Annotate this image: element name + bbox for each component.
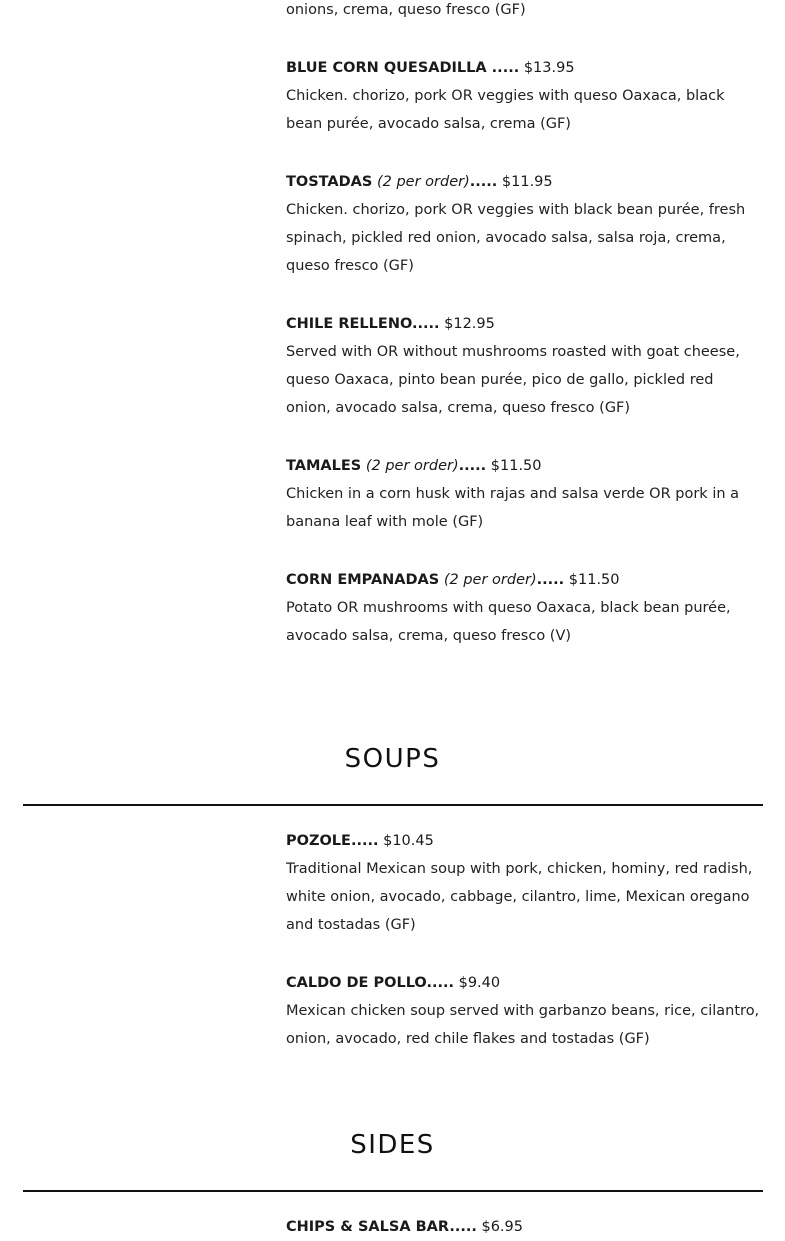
- item-price: $11.95: [497, 174, 553, 190]
- item-price: $13.95: [519, 60, 575, 76]
- item-price: $6.95: [476, 1219, 523, 1235]
- menu-item-tostadas: [286, 168, 761, 280]
- item-name: BLUE CORN QUESADILLA: [286, 60, 487, 76]
- item-heading: [286, 969, 761, 997]
- item-note: (2 per order): [439, 572, 537, 588]
- item-price: $11.50: [564, 572, 620, 588]
- item-name: CHILE RELLENO: [286, 316, 412, 332]
- item-description: Traditional Mexican soup with pork, chicken, hominy, red radish, white onion, avocado, cabbage, cilantro, lime, Mexican oregano and tostadas (GF): [286, 861, 753, 933]
- item-heading: [286, 54, 761, 82]
- item-dots: .....: [486, 60, 520, 76]
- item-heading: [286, 827, 761, 855]
- menu-item-chips-salsa-bar: [286, 1213, 761, 1241]
- menu-item-previous: [286, 0, 761, 24]
- item-price: $10.45: [378, 833, 434, 849]
- item-dots: .....: [426, 975, 454, 991]
- item-note: (2 per order): [372, 174, 470, 190]
- item-description: Chicken. chorizo, pork OR veggies with queso Oaxaca, black bean purée, avocado salsa, crema (GF): [286, 88, 725, 132]
- item-dots: .....: [536, 572, 565, 588]
- item-name: CORN EMPANADAS: [286, 572, 440, 588]
- item-name: CALDO DE POLLO: [286, 975, 427, 991]
- menu-item-chile-relleno: [286, 310, 761, 422]
- section-divider: [23, 804, 763, 806]
- menu-item-blue-corn-quesadilla: [286, 54, 761, 138]
- item-heading: [286, 452, 761, 480]
- item-note: (2 per order): [361, 458, 459, 474]
- item-description: Chicken. chorizo, pork OR veggies with black bean purée, fresh spinach, pickled red onion, avocado salsa, salsa roja, crema, queso fresco (GF): [286, 202, 746, 274]
- item-dots: .....: [469, 174, 498, 190]
- item-dots: .....: [449, 1219, 477, 1235]
- item-price: $12.95: [439, 316, 495, 332]
- item-dots: .....: [411, 316, 440, 332]
- menu-item-corn-empanadas: [286, 566, 761, 650]
- item-name: TAMALES: [286, 458, 362, 474]
- item-description: Mexican chicken soup served with garbanzo beans, rice, cilantro, onion, avocado, red chile flakes and tostadas (GF): [286, 1003, 760, 1047]
- item-description: Potato OR mushrooms with queso Oaxaca, black bean purée, avocado salsa, crema, queso fresco (V): [286, 600, 731, 644]
- item-name: POZOLE: [286, 833, 351, 849]
- item-name: CHIPS & SALSA BAR: [286, 1219, 450, 1235]
- item-price: $9.40: [453, 975, 501, 991]
- menu-item-pozole: [286, 827, 761, 939]
- item-dots: .....: [350, 833, 379, 849]
- section-title-sides: SIDES: [350, 1130, 435, 1160]
- item-dots: .....: [458, 458, 487, 474]
- item-description: onions, crema, queso fresco (GF): [286, 2, 526, 18]
- menu-item-tamales: [286, 452, 761, 536]
- item-heading: [286, 310, 761, 338]
- item-heading: [286, 1213, 761, 1241]
- section-divider: [23, 1190, 763, 1192]
- section-title-soups: SOUPS: [344, 744, 441, 774]
- item-heading: [286, 566, 761, 594]
- menu-item-caldo-de-pollo: [286, 969, 761, 1053]
- item-heading: [286, 168, 761, 196]
- item-name: TOSTADAS: [286, 174, 373, 190]
- item-price: $11.50: [486, 458, 542, 474]
- item-description: Chicken in a corn husk with rajas and salsa verde OR pork in a banana leaf with mole (GF): [286, 486, 740, 530]
- item-description: Served with OR without mushrooms roasted with goat cheese, queso Oaxaca, pinto bean purée, pico de gallo, pickled red onion, avocado salsa, crema, queso fresco (GF): [286, 344, 740, 416]
